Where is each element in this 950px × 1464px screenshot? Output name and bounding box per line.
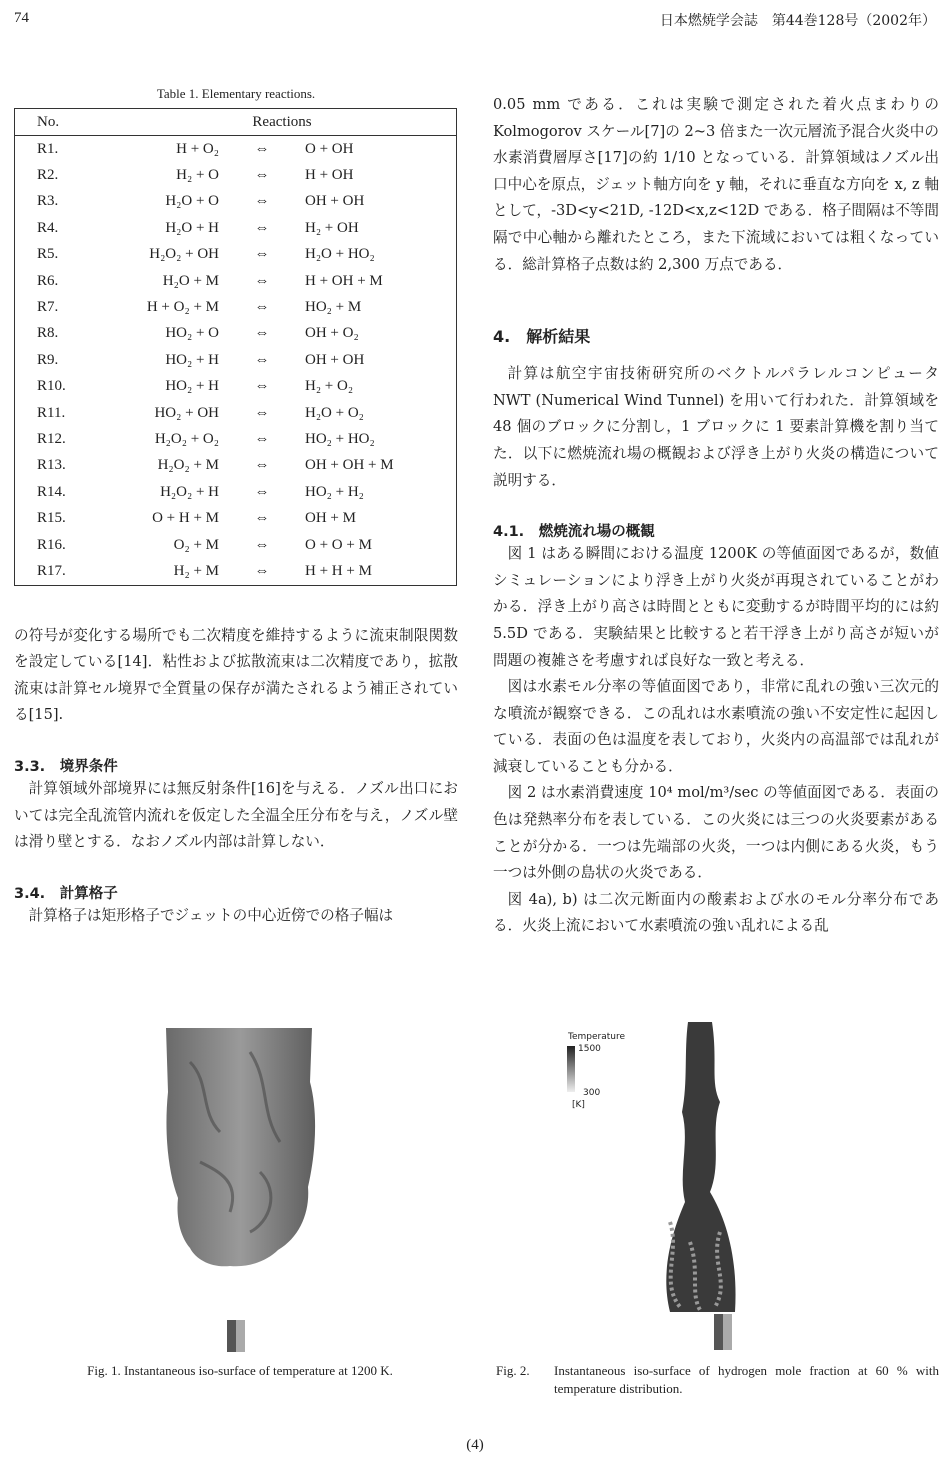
reaction-number: R6. (37, 272, 59, 289)
table-row (15, 400, 457, 426)
page-number: 74 (14, 10, 29, 26)
section-4-1-paragraph-2: 図は水素モル分率の等値面図であり，非常に乱れの強い三次元的な噴流が観察できる．この乱れは水素噴流の強い不安定性に起因している．表面の色は温度を表しており，火炎内の高温部では乱れが減衰していることも分かる． (493, 678, 939, 775)
reaction-number: R10. (37, 378, 66, 395)
equilibrium-arrow: ⇔ (254, 140, 270, 157)
section-4-text: 計算は航空宇宙技術研究所のベクトルパラレルコンピュータ NWT (Numerical Wind Tunnel) を用いて行われた．計算領域を 48 個のブロックに分割し，1 ブロックに 1 要素計算機を割り当てた．以下に燃焼流れ場の概観および浮き上がり火炎の構造について説明する． (493, 365, 939, 489)
equilibrium-arrow: ⇔ (254, 272, 270, 289)
reactants: H₂O₂ + M (157, 457, 219, 474)
products: H + OH (305, 167, 354, 184)
section-3-4-title: 3.4. 計算格子 (14, 885, 118, 902)
equilibrium-arrow: ⇔ (254, 457, 270, 474)
table-row (15, 453, 457, 479)
journal-header: 日本燃焼学会誌 第44巻128号（2002年） (659, 13, 936, 29)
legend-unit: [K] (572, 1100, 585, 1110)
section-4-1-paragraph-1: 図 1 はある瞬間における温度 1200K の等値面図であるが，数値シミュレーションにより浮き上がり火炎が再現されていることがわかる．浮き上がり高さは時間とともに変動するが時間平均的には約 5.5D である．実験結果と比較すると若干浮き上がり高さが短いが問題の複雑さを考慮すれば良好な一致と考える． (493, 545, 939, 669)
products: HO₂ + M (305, 299, 362, 316)
table-row (15, 321, 457, 347)
reaction-number: R5. (37, 246, 59, 263)
equilibrium-arrow: ⇔ (254, 562, 270, 579)
table-row (15, 162, 457, 188)
products: OH + M (305, 510, 356, 527)
equilibrium-arrow: ⇔ (254, 510, 270, 527)
equilibrium-arrow: ⇔ (254, 246, 270, 263)
table-row (15, 558, 457, 585)
table-row (15, 505, 457, 531)
equilibrium-arrow: ⇔ (254, 351, 270, 368)
reactants: H + O₂ + M (146, 299, 219, 316)
reaction-number: R2. (37, 167, 59, 184)
left-column (14, 86, 458, 929)
paragraph-continued: の符号が変化する場所でも二次精度を維持するように流束制限関数を設定している[14]．粘性および拡散流束は二次精度であり，拡散流束は計算セル境界で全質量の保存が満たされるよう補正されている[15]. (14, 626, 458, 724)
table-row (15, 268, 457, 294)
equilibrium-arrow: ⇔ (254, 404, 270, 421)
table-row (15, 532, 457, 558)
reaction-number: R7. (37, 299, 59, 316)
table-row (15, 136, 457, 163)
reactants: HO₂ + OH (154, 404, 219, 421)
table-row (15, 374, 457, 400)
products: O + O + M (305, 536, 372, 553)
reaction-number: R12. (37, 430, 66, 447)
products: O + OH (305, 140, 354, 157)
reactions-table (14, 108, 457, 586)
table-caption: Table 1. Elementary reactions. (156, 86, 316, 101)
reactants: HO₂ + O (165, 325, 219, 342)
reaction-number: R1. (37, 140, 59, 157)
equilibrium-arrow: ⇔ (254, 378, 270, 395)
reaction-number: R9. (37, 351, 59, 368)
reaction-number: R17. (37, 562, 66, 579)
reactants: H + O₂ (176, 140, 219, 157)
figure-2-caption-text: Instantaneous iso-surface of hydrogen mole fraction at 60 % with temperature distribution. (554, 1363, 939, 1396)
table-row (15, 479, 457, 505)
reaction-number: R4. (37, 219, 59, 236)
header-reactions: Reactions (109, 109, 457, 136)
right-column (493, 92, 939, 940)
reactants: H₂O₂ + O₂ (154, 430, 219, 447)
section-4-title: 4. 解析結果 (493, 327, 591, 347)
reactants: HO₂ + H (165, 351, 219, 368)
reactants: H₂O + H (165, 219, 219, 236)
products: H₂O + HO₂ (305, 246, 375, 263)
reactants: HO₂ + H (165, 378, 219, 395)
figure-2-caption-label: Fig. 2. (496, 1363, 530, 1378)
section-4-1-paragraph-3: 図 2 は水素消費速度 10⁴ mol/m³/sec の等値面図である．表面の色は発熱率分布を表している．この火炎には三つの火炎要素があることが分かる．一つは先端部の火炎，一つは内側にある火炎，もう一つは外側の島状の火炎である． (493, 784, 939, 882)
products: H₂ + OH (305, 219, 359, 236)
legend-title: Temperature (568, 1032, 626, 1042)
section-3-3-text: 計算領域外部境界には無反射条件[16]を与える．ノズル出口においては完全乱流管内流れを仮定した全温全圧分布を与え，ノズル壁は滑り壁とする．なおノズル内部は計算しない． (14, 780, 458, 851)
section-4-1-paragraph-4: 図 4a), b) は二次元断面内の酸素および水のモル分率分布である．火炎上流において水素噴流の強い乱れによる乱 (493, 890, 939, 935)
page-footer: (4) (466, 1437, 484, 1453)
products: H₂ + O₂ (305, 378, 354, 395)
equilibrium-arrow: ⇔ (254, 219, 270, 236)
reactants: H₂O + M (162, 272, 219, 289)
equilibrium-arrow: ⇔ (254, 325, 270, 342)
legend-min: 300 (583, 1088, 601, 1098)
products: OH + OH (305, 193, 365, 210)
reaction-number: R8. (37, 325, 59, 342)
reaction-number: R11. (37, 404, 66, 421)
reactants: H₂O₂ + OH (149, 246, 219, 263)
products: H + H + M (305, 562, 372, 579)
reaction-number: R13. (37, 457, 66, 474)
equilibrium-arrow: ⇔ (254, 536, 270, 553)
reactants: H₂ + O (176, 167, 219, 184)
products: OH + O₂ (305, 325, 359, 342)
reactants: H₂O₂ + H (160, 483, 219, 500)
equilibrium-arrow: ⇔ (254, 430, 270, 447)
figure-1-image (160, 1022, 320, 1362)
equilibrium-arrow: ⇔ (254, 299, 270, 316)
section-4-1-title: 4.1. 燃焼流れ場の概観 (493, 524, 655, 541)
equilibrium-arrow: ⇔ (254, 167, 270, 184)
table-body (15, 136, 457, 586)
reaction-number: R15. (37, 510, 66, 527)
reaction-number: R14. (37, 483, 66, 500)
reactants: H₂O + O (165, 193, 219, 210)
reactants: O + H + M (152, 510, 219, 527)
table-row (15, 242, 457, 268)
products: HO₂ + HO₂ (305, 430, 375, 447)
figure-1-caption: Fig. 1. Instantaneous iso-surface of temperature at 1200 K. (87, 1363, 393, 1378)
products: HO₂ + H₂ (305, 483, 364, 500)
reaction-number: R3. (37, 193, 59, 210)
equilibrium-arrow: ⇔ (254, 483, 270, 500)
paragraph-top: 0.05 mm である．これは実験で測定された着火点まわりの Kolmogorov スケール[7]の 2~3 倍また一次元層流予混合火炎中の水素消費層厚さ[17]の約 1/10 となっている．計算領域はノズル出口中心を原点，ジェット軸方向を y 軸，それに垂直な方向を x, z 軸として，-3D<y<21D, -12D<x,z<12D である．格子間隔は不等間隔で中心軸から離れたところ，また下流域においては粗くなっている．総計算格子点数は約 2,300 万点である． (493, 96, 939, 273)
products: OH + OH (305, 351, 365, 368)
table-row (15, 426, 457, 452)
products: H₂O + O₂ (305, 404, 364, 421)
table-row (15, 189, 457, 215)
legend-max: 1500 (578, 1044, 601, 1054)
section-3-3-title: 3.3. 境界条件 (14, 759, 118, 776)
products: H + OH + M (305, 272, 383, 289)
table-row (15, 215, 457, 241)
header-no: No. (15, 109, 110, 136)
equilibrium-arrow: ⇔ (254, 193, 270, 210)
table-row (15, 294, 457, 320)
reactants: H₂ + M (173, 562, 219, 579)
figure-2-image (560, 1022, 790, 1362)
table-row (15, 347, 457, 373)
products: OH + OH + M (305, 457, 394, 474)
reaction-number: R16. (37, 536, 66, 553)
reactants: O₂ + M (173, 536, 219, 553)
section-3-4-text: 計算格子は矩形格子でジェットの中心近傍での格子幅は (28, 906, 394, 924)
